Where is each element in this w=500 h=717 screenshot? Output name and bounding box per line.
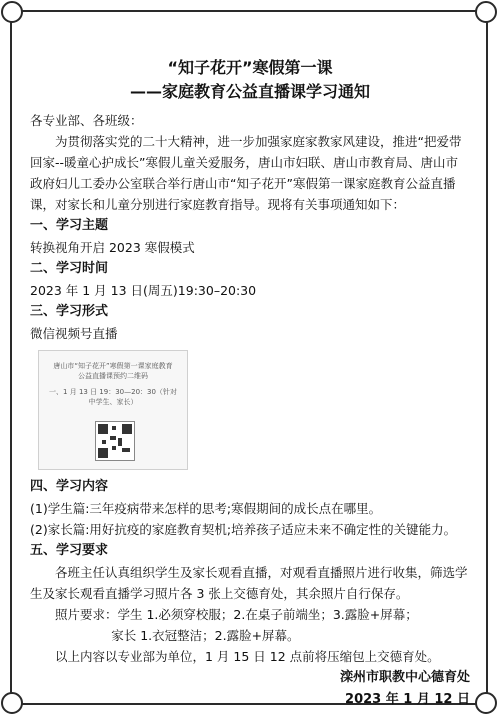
corner-decoration-top-right: [475, 1, 497, 23]
section-content-heading: 四、学习内容: [30, 479, 109, 494]
corner-decoration-bottom-right: [475, 692, 497, 714]
submission-text: 以上内容以专业部为单位，1 月 15 日 12 点前将压缩包上交德育处。: [55, 649, 440, 664]
section-content-parent: (2)家长篇:用好抗疫的家庭教育契机;培养孩子适应未来不确定性的关键能力。: [30, 522, 457, 537]
section-requirements-heading: 五、学习要求: [30, 543, 109, 558]
section-requirements-text: 各班主任认真组织学生及家长观看直播，对观看直播照片进行收集，筛选学生及家长观看直播学习照片各 3 张上交德育处，其余照片自行保存。: [30, 565, 468, 601]
qr-code-icon: [95, 421, 135, 461]
photo-requirements-line-2: 家长 1.衣冠整洁；2.露脸+屏幕。: [111, 628, 300, 643]
section-time-text: 2023 年 1 月 13 日(周五)19:30–20:30: [30, 283, 257, 298]
signature-organization: 滦州市职教中心德育处: [339, 670, 470, 685]
section-form-heading: 三、学习形式: [30, 304, 109, 319]
corner-decoration-top-left: [1, 1, 23, 23]
photo-requirements-line-1: 照片要求：学生 1.必须穿校服；2.在桌子前端坐；3.露脸+屏幕；: [55, 607, 418, 622]
qr-card-line-1: 唐山市“知子花开”寒假第一课家庭教育: [53, 362, 173, 370]
title-line-2: ——家庭教育公益直播课学习通知: [129, 82, 370, 101]
greeting: 各专业部、各班级：: [30, 113, 143, 128]
qr-card-line-2: 公益直播课预约二维码: [78, 372, 148, 380]
section-form-text: 微信视频号直播: [30, 326, 118, 341]
section-time-heading: 二、学习时间: [30, 261, 109, 276]
signature-date: 2023 年 1 月 12 日: [345, 692, 470, 707]
corner-decoration-bottom-left: [1, 692, 23, 714]
qr-card-line-3: 一、1 月 13 日 19：30—20：30（针对中学生、家长）: [49, 388, 177, 406]
section-content-student: (1)学生篇:三年疫病带来怎样的思考;寒假期间的成长点在哪里。: [30, 501, 382, 516]
document-content: [30, 56, 470, 711]
title-line-1: “知子花开”寒假第一课: [167, 58, 333, 77]
section-topic-text: 转换视角开启 2023 寒假模式: [30, 240, 195, 255]
section-topic-heading: 一、学习主题: [30, 218, 109, 233]
intro-paragraph: 为贯彻落实党的二十大精神，进一步加强家庭家教家风建设，推进“把爱带回家--暖童心护成长”寒假儿童关爱服务，唐山市妇联、唐山市教育局、唐山市政府妇儿工委办公室联合举行唐山市“知子花开”寒假第一课家庭教育公益直播课，对家长和儿童分别进行家庭教育指导。现将有关事项通知如下：: [30, 134, 462, 212]
qr-code-card: [38, 350, 188, 470]
